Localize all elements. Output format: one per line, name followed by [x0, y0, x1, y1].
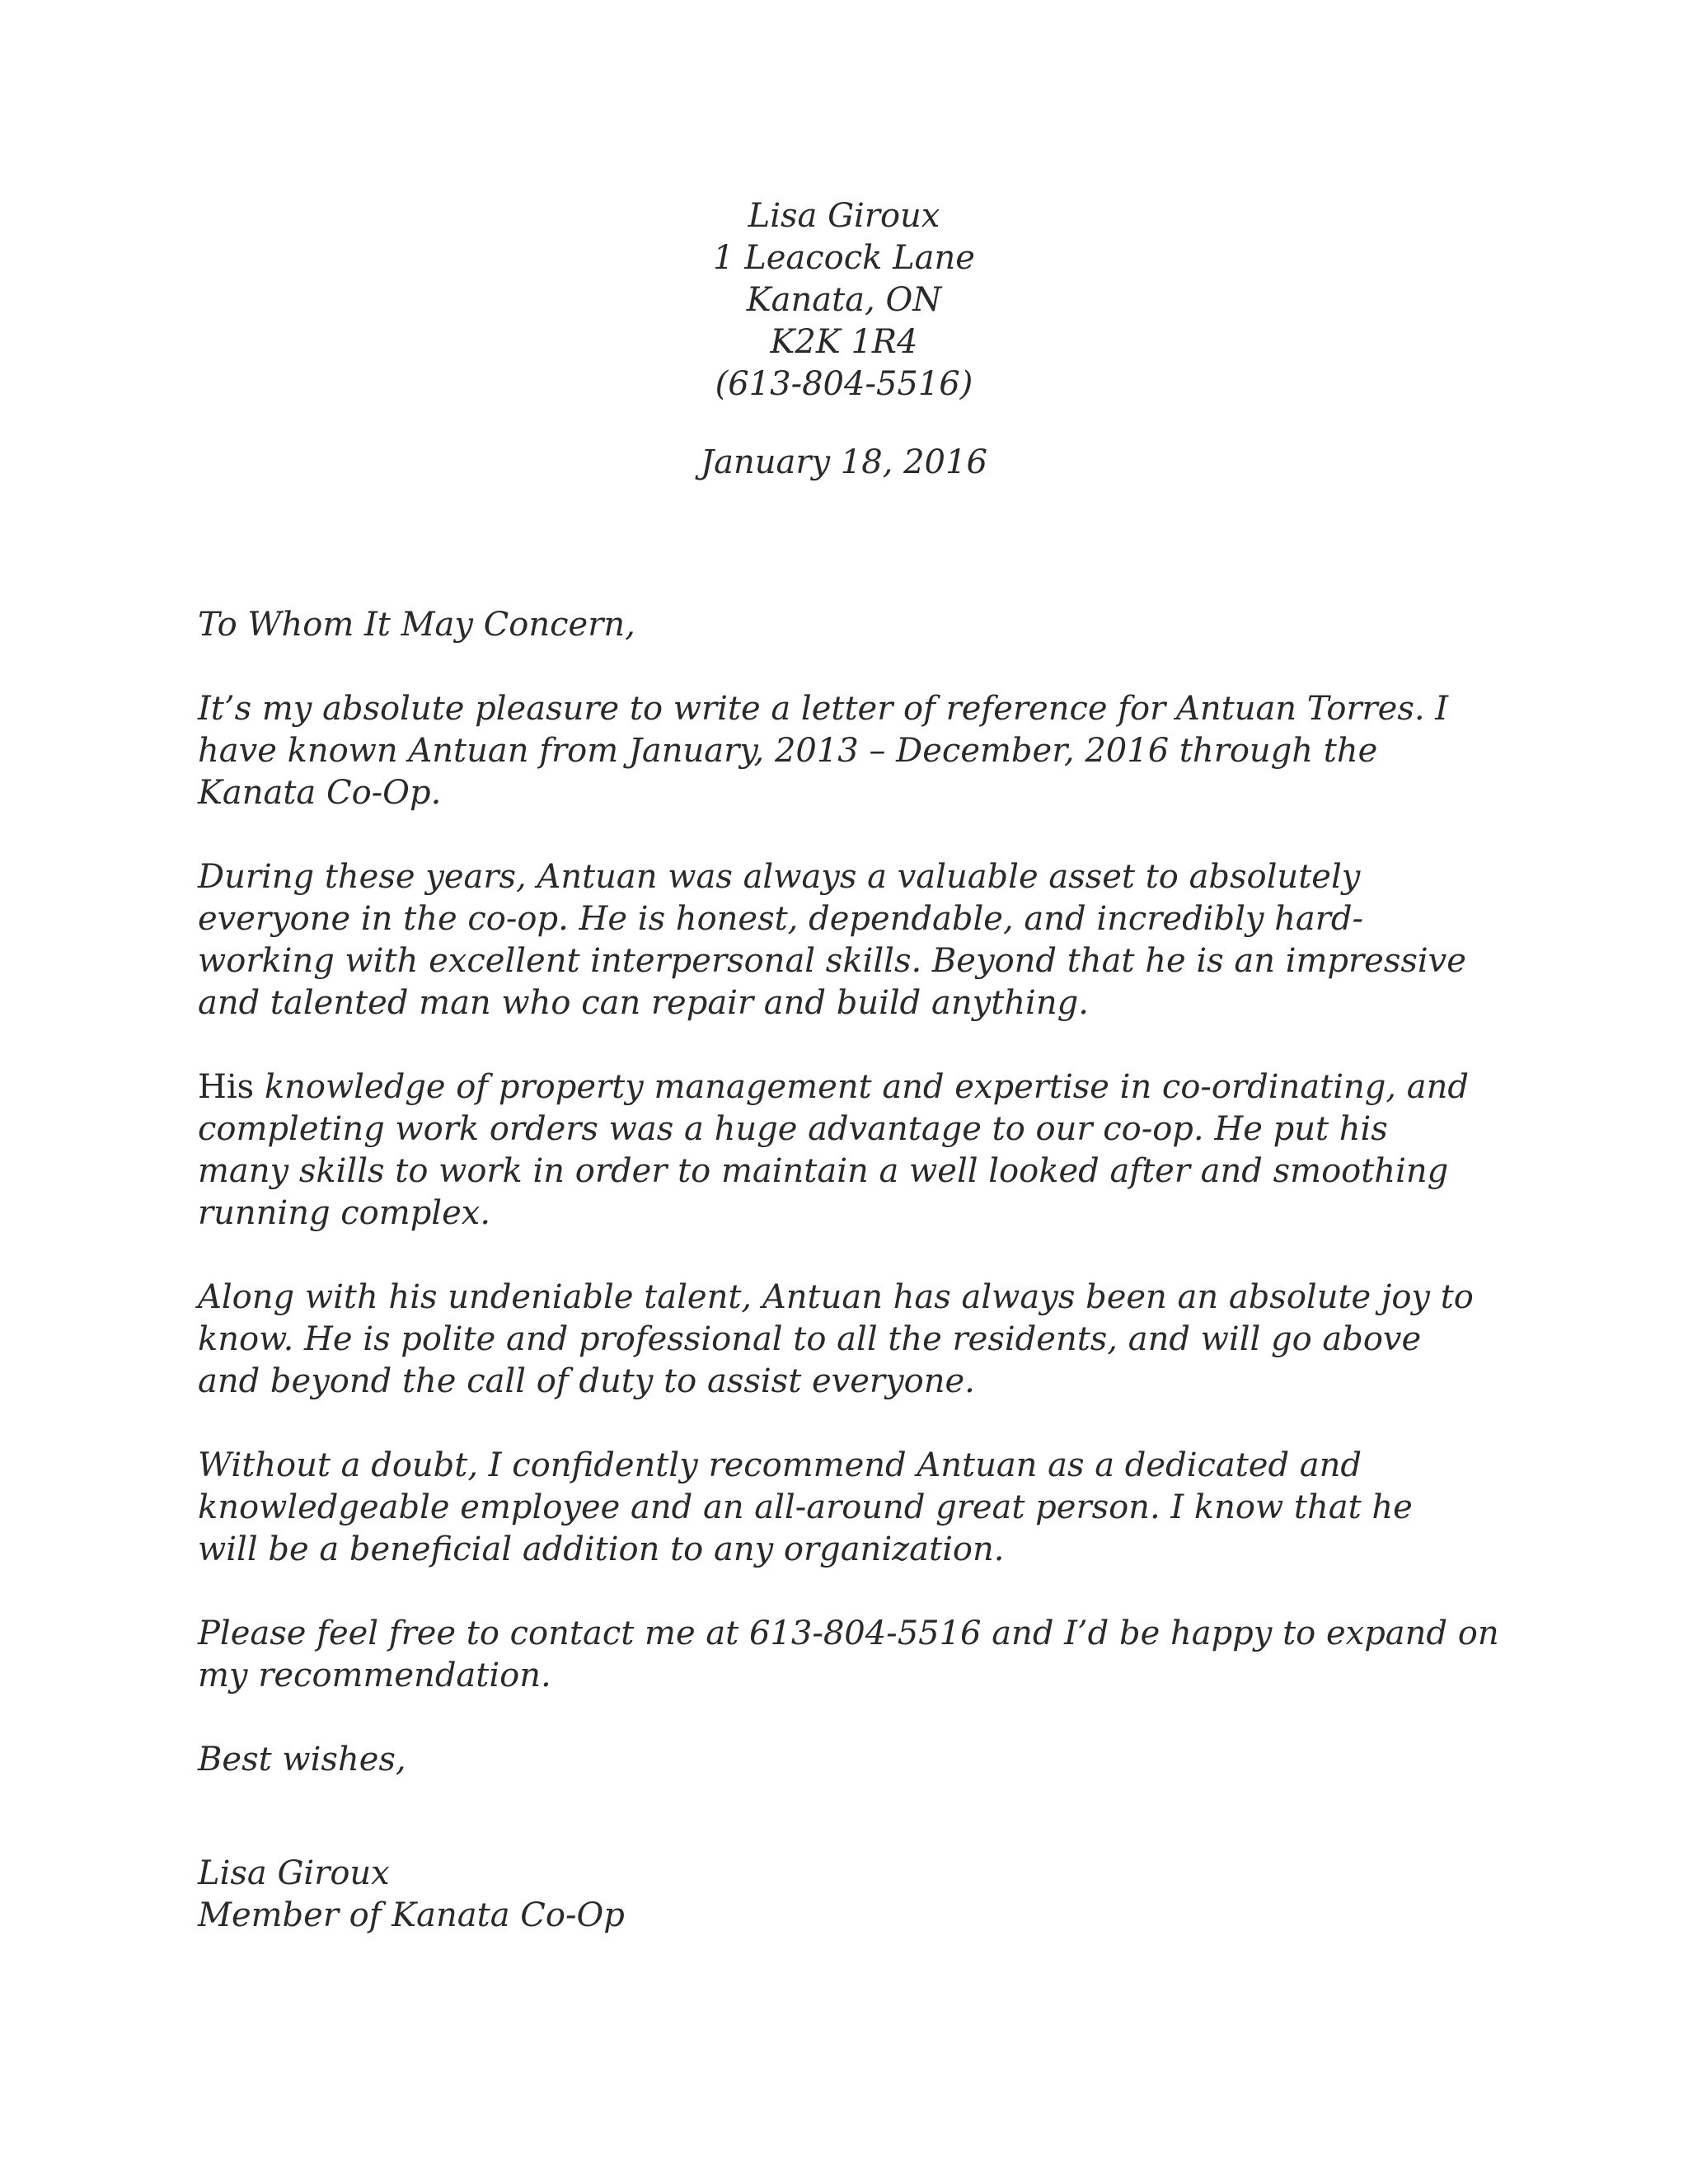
- sender-street: 1 Leacock Lane: [713, 239, 975, 277]
- sender-name: Lisa Giroux: [748, 197, 940, 235]
- salutation: To Whom It May Concern,: [198, 606, 635, 644]
- paragraph-character: [198, 856, 1558, 1024]
- paragraph-introduction: [198, 688, 1558, 814]
- upright-first-word: His: [198, 1068, 255, 1106]
- text-line: Without a doubt, I confidently recommend Antuan as a dedicated and: [198, 1446, 1362, 1484]
- text-line: working with excellent interpersonal skills. Beyond that he is an impressive: [198, 942, 1466, 980]
- sender-phone: (613-804-5516): [715, 365, 973, 403]
- letter-body: [198, 604, 1558, 1781]
- text-line: know. He is polite and professional to all the residents, and will go above: [198, 1320, 1422, 1358]
- text-line: many skills to work in order to maintain a well looked after and smoothing: [198, 1152, 1449, 1190]
- text-line: will be a beneficial addition to any organization.: [198, 1530, 1005, 1568]
- text-line: Kanata Co-Op.: [198, 774, 442, 812]
- sender-postal-code: K2K 1R4: [770, 323, 918, 361]
- signature-block: [198, 1853, 625, 1937]
- text-line: have known Antuan from January, 2013 – December, 2016 through the: [198, 732, 1378, 770]
- text-line-rest: knowledge of property management and expertise in co-ordinating, and: [254, 1068, 1470, 1106]
- sender-city: Kanata, ON: [746, 281, 942, 319]
- paragraph-skills: [198, 1066, 1558, 1235]
- text-line: knowledgeable employee and an all-around great person. I know that he: [198, 1488, 1413, 1526]
- paragraph-contact: [198, 1613, 1558, 1697]
- closing: Best wishes,: [198, 1741, 406, 1779]
- sender-address-block: [0, 195, 1688, 405]
- signature-name: Lisa Giroux: [198, 1854, 390, 1892]
- text-line: Along with his undeniable talent, Antuan has always been an absolute joy to: [198, 1278, 1474, 1316]
- text-line: and talented man who can repair and build anything.: [198, 984, 1089, 1022]
- text-line: [198, 1066, 1558, 1108]
- signature-title: Member of Kanata Co-Op: [198, 1896, 625, 1934]
- text-line: It’s my absolute pleasure to write a letter of reference for Antuan Torres. I: [198, 690, 1449, 728]
- paragraph-recommendation: [198, 1445, 1558, 1571]
- letter-date: January 18, 2016: [701, 443, 987, 481]
- text-line: my recommendation.: [198, 1657, 551, 1694]
- text-line: everyone in the co-op. He is honest, dependable, and incredibly hard-: [198, 900, 1364, 938]
- text-line: and beyond the call of duty to assist everyone.: [198, 1362, 975, 1400]
- paragraph-personality: [198, 1277, 1558, 1403]
- text-line: Please feel free to contact me at 613-804-5516 and I’d be happy to expand on: [198, 1615, 1499, 1652]
- text-line: completing work orders was a huge advantage to our co-op. He put his: [198, 1110, 1388, 1148]
- text-line: running complex.: [198, 1194, 491, 1232]
- text-line: During these years, Antuan was always a valuable asset to absolutely: [198, 858, 1361, 896]
